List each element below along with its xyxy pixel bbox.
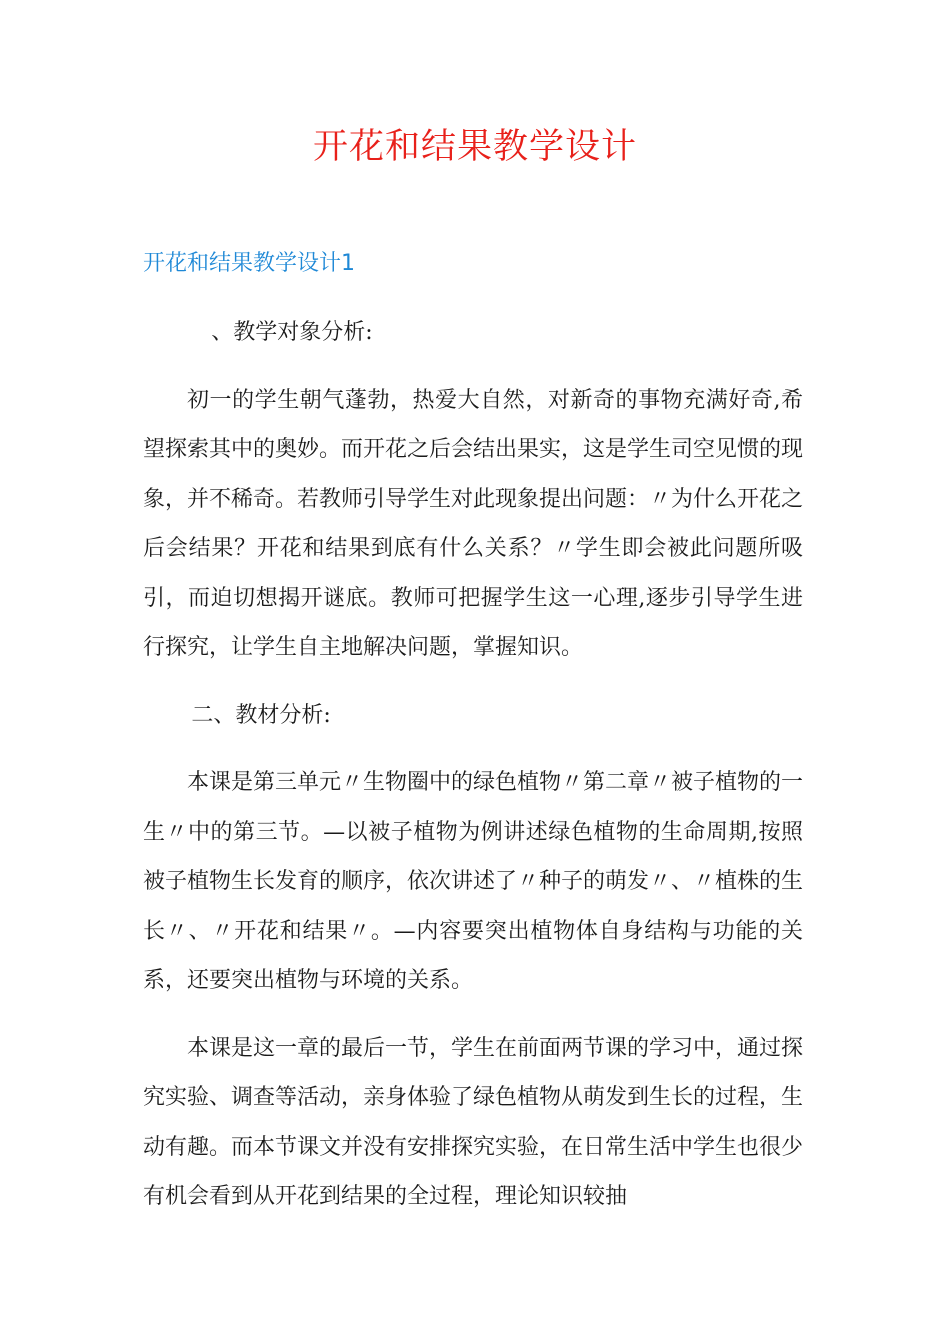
paragraph-student-analysis: 初一的学生朝气蓬勃，热爱大自然，对新奇的事物充满好奇,希望探索其中的奥妙。而开花之后会结出果实，这是学生司空见惯的现象，并不稀奇。若教师引导学生对此现象提出问题：〃为什么开花之后会结果？开花和结果到底有什么关系？〃学生即会被此问题所吸引，而迫切想揭开谜底。教师可把握学生这一心理,逐步引导学生进行探究，让学生自主地解决问题，掌握知识。 [143, 387, 804, 660]
subheading-teaching-object: 、教学对象分析: [211, 320, 373, 345]
document-title: 开花和结果教学设计 [312, 127, 637, 167]
subheading-textbook-analysis: 二、教材分析: [191, 702, 331, 728]
paragraph-textbook-content: 本课是第三单元〃生物圈中的绿色植物〃第二章〃被子植物的一生〃中的第三节。—以被子植物为例讲述绿色植物的生命周期,按照被子植物生长发育的顺序，依次讲述了〃种子的萌发〃、〃植株的生长〃、〃开花和结果〃。—内容要突出植物体自身结构与功能的关系，还要突出植物与环境的关系。 [143, 770, 804, 993]
document-body [143, 308, 803, 1240]
paragraph-lesson-position: 本课是这一章的最后一节，学生在前面两节课的学习中，通过探究实验、调查等活动，亲身体验了绿色植物从萌发到生长的过程，生动有趣。而本节课文并没有安排探究实验，在日常生活中学生也很少有机会看到从开花到结果的全过程，理论知识较抽 [143, 1035, 804, 1209]
section-heading: 开花和结果教学设计1 [143, 251, 355, 276]
